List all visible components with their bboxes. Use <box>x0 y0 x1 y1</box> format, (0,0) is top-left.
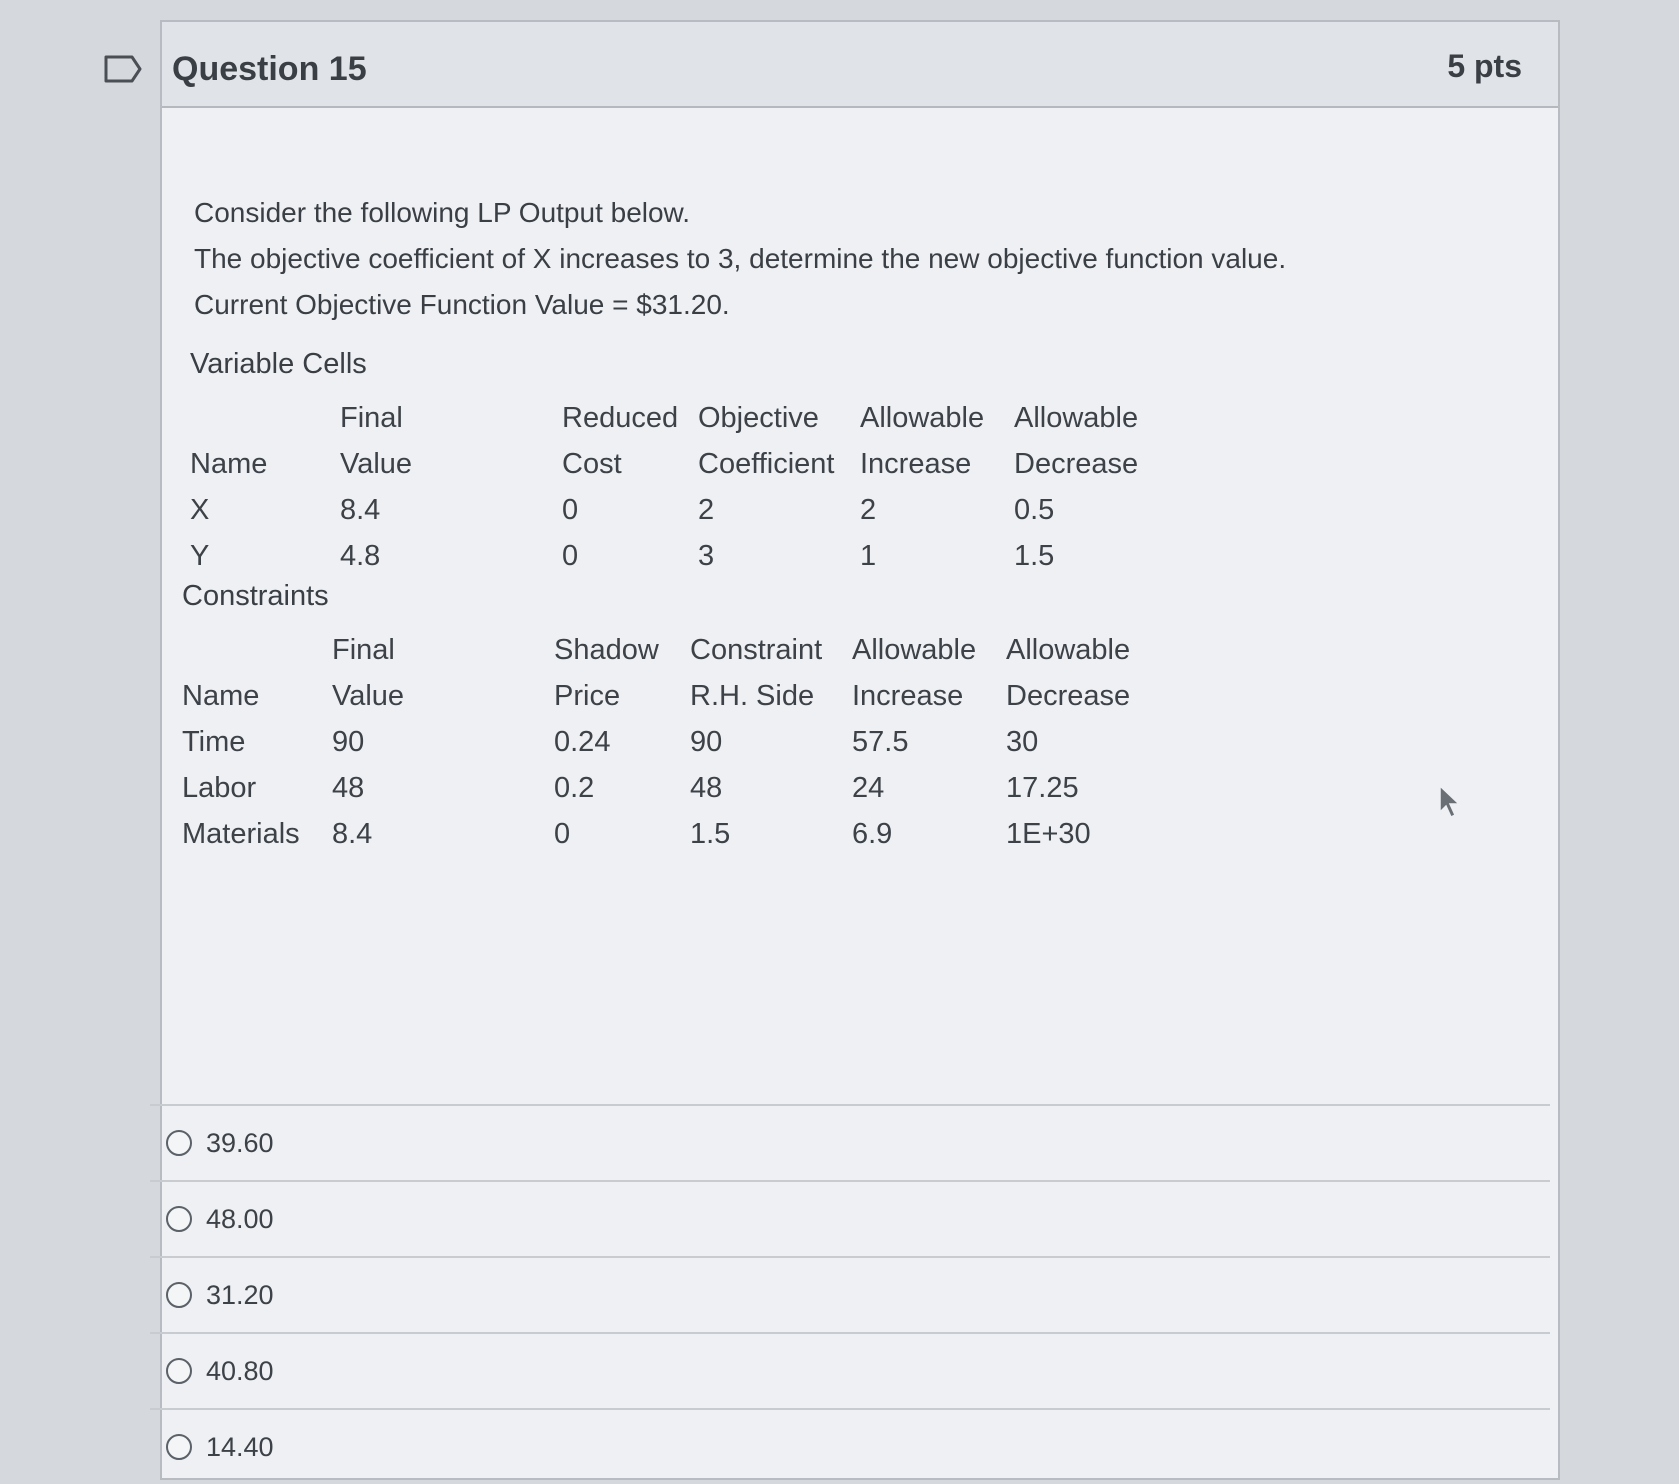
prompt-line-2: The objective coefficient of X increases to 3, determine the new objective function value. <box>194 243 1287 274</box>
table-header-row <box>190 441 1174 487</box>
table-row <box>182 719 1166 765</box>
answer-list <box>162 1104 1562 1484</box>
table-cell: 8.4 <box>332 817 373 850</box>
table-row <box>190 487 1174 533</box>
table-row <box>182 765 1166 811</box>
header-cell: Allowable <box>1006 633 1131 666</box>
question-header <box>162 22 1558 108</box>
header-cell: Reduced <box>562 401 679 434</box>
table-cell: X <box>190 493 210 526</box>
constraints-label: Constraints <box>182 580 329 612</box>
table-cell: 4.8 <box>340 539 381 572</box>
radio-unchecked-icon[interactable] <box>166 1130 192 1156</box>
table-cell: 6.9 <box>852 817 893 850</box>
table-cell: Labor <box>182 771 257 804</box>
table-cell: 0.2 <box>554 771 595 804</box>
table-cell: 24 <box>852 771 885 804</box>
radio-unchecked-icon[interactable] <box>166 1358 192 1384</box>
table-cell: 0.24 <box>554 725 611 758</box>
bookmark-icon[interactable] <box>104 55 142 83</box>
header-cell: R.H. Side <box>690 679 815 712</box>
prompt-line-1: Consider the following LP Output below. <box>194 197 691 228</box>
header-cell <box>190 395 340 441</box>
question-title: Question 15 <box>172 50 367 88</box>
answer-label[interactable]: 14.40 <box>206 1431 274 1462</box>
table-cell: 1.5 <box>690 817 731 850</box>
table-cell: 0.5 <box>1014 493 1055 526</box>
header-cell: Name <box>190 447 268 480</box>
answer-option[interactable] <box>162 1258 1562 1332</box>
table-cell: 0 <box>554 817 571 850</box>
header-cell: Final <box>332 633 395 666</box>
table-cell: 48 <box>332 771 365 804</box>
header-cell: Value <box>340 447 413 480</box>
table-cell: 2 <box>698 493 715 526</box>
header-cell: Cost <box>562 447 622 480</box>
table-cell: 1.5 <box>1014 539 1055 572</box>
radio-unchecked-icon[interactable] <box>166 1434 192 1460</box>
header-cell: Objective <box>698 401 819 434</box>
header-cell: Name <box>182 679 260 712</box>
table-cell: 90 <box>332 725 365 758</box>
mouse-pointer-icon <box>1438 784 1464 820</box>
header-cell: Increase <box>852 679 964 712</box>
constraints-table <box>182 627 1166 857</box>
table-cell: 0 <box>562 539 579 572</box>
table-row <box>190 533 1174 579</box>
header-cell: Increase <box>860 447 972 480</box>
table-cell: Y <box>190 539 210 572</box>
table-cell: 2 <box>860 493 877 526</box>
variable-cells-table <box>190 395 1174 579</box>
header-cell: Value <box>332 679 405 712</box>
header-cell: Coefficient <box>698 447 835 480</box>
table-cell: 90 <box>690 725 723 758</box>
header-cell: Decrease <box>1006 679 1131 712</box>
table-row <box>182 811 1166 857</box>
answer-option[interactable] <box>162 1410 1562 1484</box>
answer-option[interactable] <box>162 1106 1562 1180</box>
header-cell: Final <box>340 401 403 434</box>
header-cell: Price <box>554 679 621 712</box>
table-cell: 3 <box>698 539 715 572</box>
answer-label[interactable]: 48.00 <box>206 1203 274 1234</box>
table-header-row <box>190 395 1174 441</box>
header-cell: Allowable <box>860 401 985 434</box>
answer-option[interactable] <box>162 1334 1562 1408</box>
table-header-row <box>182 673 1166 719</box>
table-cell: Materials <box>182 817 300 850</box>
variable-cells-label: Variable Cells <box>190 348 367 380</box>
header-cell: Shadow <box>554 633 659 666</box>
question-card <box>160 20 1560 1480</box>
header-cell <box>182 627 332 673</box>
table-cell: 57.5 <box>852 725 909 758</box>
header-cell: Constraint <box>690 633 823 666</box>
radio-unchecked-icon[interactable] <box>166 1206 192 1232</box>
header-cell: Allowable <box>1014 401 1139 434</box>
question-prompt <box>194 190 1286 328</box>
answer-label[interactable]: 40.80 <box>206 1355 274 1386</box>
table-cell: 8.4 <box>340 493 381 526</box>
question-points: 5 pts <box>1447 48 1522 84</box>
table-cell: 0 <box>562 493 579 526</box>
table-cell: 48 <box>690 771 723 804</box>
answer-option[interactable] <box>162 1182 1562 1256</box>
table-cell: 30 <box>1006 725 1039 758</box>
table-cell: 17.25 <box>1006 771 1079 804</box>
table-cell: Time <box>182 725 246 758</box>
table-header-row <box>182 627 1166 673</box>
answer-label[interactable]: 39.60 <box>206 1127 274 1158</box>
prompt-line-3: Current Objective Function Value = $31.20. <box>194 289 730 320</box>
header-cell: Decrease <box>1014 447 1139 480</box>
header-cell: Allowable <box>852 633 977 666</box>
table-cell: 1E+30 <box>1006 817 1091 850</box>
radio-unchecked-icon[interactable] <box>166 1282 192 1308</box>
answer-label[interactable]: 31.20 <box>206 1279 274 1310</box>
table-cell: 1 <box>860 539 877 572</box>
